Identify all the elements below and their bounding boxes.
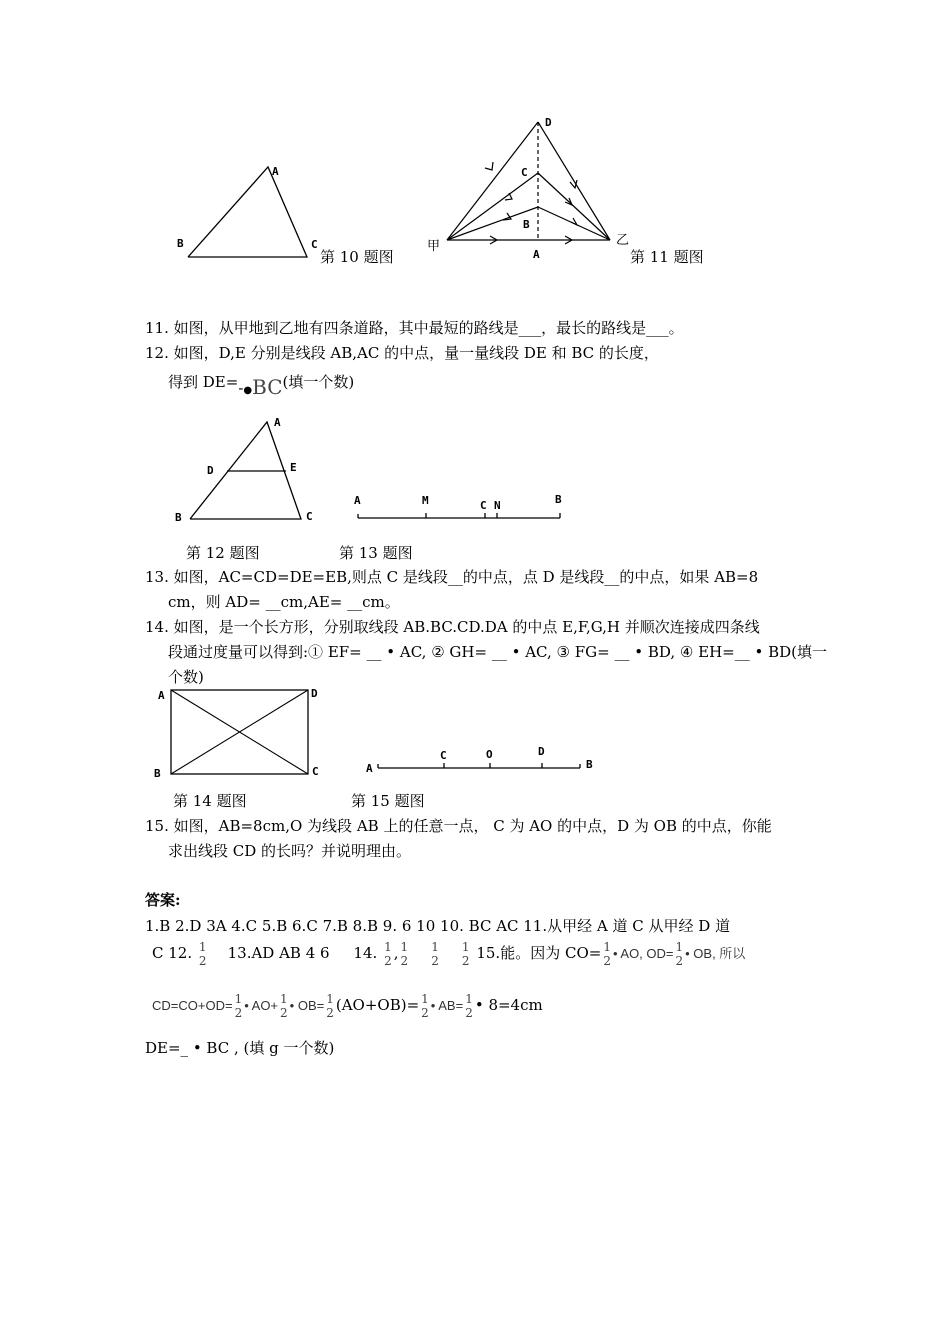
fraction-half: 1 2 [234,992,243,1020]
fraction-half: 1 2 [461,940,470,968]
fig14-label-a: A [158,689,165,702]
fraction-half: 1 2 [675,940,684,968]
fig13-label-n: N [494,499,501,512]
fraction-half: 1 2 [326,992,334,1020]
answer-line3-e: • AB= [430,998,464,1013]
fig12-label-a: A [274,416,281,429]
answer-line2: C 12. 1 2 13.AD AB 4 6 14. 1 2 , 1 2 1 2 1 2 15.能。因为 CO= 1 2 • AO, OD= 1 2 • OB, 所以 [152,940,746,968]
question-14-line2: 段通过度量可以得到:① EF= __ • AC, ② GH= __ • AC, ③ FG= __ • BD, ④ EH=__ • BD(填一 [168,643,827,661]
q12-text-a: 得到 DE= [168,373,239,391]
fig14-label-d: D [311,687,318,700]
figure-12 [170,412,330,527]
fraction-half: 1 2 [198,940,207,968]
fig15-label-b: B [586,758,593,771]
answer-line2-c: 14. [353,944,378,962]
figure-13 [350,490,570,525]
fig12-caption: 第 12 题图 [186,544,260,562]
answer-line3-b: • AO+ [244,998,279,1013]
question-13-line1: 13. 如图，AC=CD=DE=EB,则点 C 是线段__的中点，点 D 是线段__的中点，如果 AB=8 [145,568,759,586]
q12-blank: - [238,379,244,397]
answer-line2-d: 15.能。因为 CO= [476,944,602,962]
fraction-half: 1 2 [431,940,439,968]
answer-line2-b: 13.AD AB 4 6 [227,944,330,962]
fraction-half: 1 2 [465,992,473,1020]
question-12-line2: 得到 $DE=-_●BC$(填一个数) [168,373,355,399]
fig11-label-b: B [523,218,530,231]
answer-line4: DE=_ • BC , (填 g 一个数) [145,1039,335,1057]
fig12-label-b: B [175,511,182,524]
question-14-line1: 14. 如图，是一个长方形，分别取线段 AB.BC.CD.DA 的中点 E,F,G,H 并顺次连接成四条线 [145,618,760,636]
fig11-label-c: C [521,166,528,179]
fig10-label-a: A [272,165,279,178]
fig13-label-a: A [354,494,361,507]
question-15-line1: 15. 如图，AB=8cm,O 为线段 AB 上的任意一点， C 为 AO 的中点，D 为 OB 的中点，你能 [145,817,772,835]
q12-text-d: (填一个数) [282,373,355,391]
question-13-line2: cm，则 AD= __cm,AE= __cm。 [168,593,400,611]
figure-14 [150,683,330,783]
fig15-caption: 第 15 题图 [351,792,425,810]
fraction-half: 1 2 [384,940,392,968]
question-15-line2: 求出线段 CD 的长吗？并说明理由。 [168,842,412,860]
fig13-label-c: C [480,499,487,512]
fraction-half: 1 2 [400,940,409,968]
figure-10 [170,155,330,265]
fig14-label-c: C [312,765,319,778]
question-12-line1: 12. 如图，D,E 分别是线段 AB,AC 的中点，量一量线段 DE 和 BC 的长度， [145,344,659,362]
question-11: 11. 如图，从甲地到乙地有四条道路，其中最短的路线是___，最长的路线是___。 [145,319,684,337]
fig14-caption: 第 14 题图 [173,792,247,810]
answer-line2-e: • AO, OD= [612,946,674,961]
fraction-half: 1 2 [603,940,611,968]
fig13-caption: 第 13 题图 [339,544,413,562]
fig13-label-b: B [555,493,562,506]
fig10-label-b: B [177,237,184,250]
fig11-caption: 第 11 题图 [630,248,704,266]
answer-line1: 1.B 2.D 3A 4.C 5.B 6.C 7.B 8.B 9. 6 10 10. BC AC 11.从甲经 A 道 C 从甲经 D 道 [145,917,731,935]
fig12-label-e: E [290,461,297,474]
answer-line3-d: (AO+OB)= [335,996,420,1014]
fig15-label-a: A [366,762,373,775]
fig15-label-c: C [440,749,447,762]
fig11-label-start: 甲 [427,239,441,254]
question-14-line3: 个数) [168,668,204,686]
fig14-label-b: B [154,767,161,780]
answer-line3 [152,992,543,1020]
fig13-label-m: M [422,494,429,507]
q12-bc: BC [252,375,283,399]
fig12-label-c: C [306,510,313,523]
fig10-label-c: C [311,238,318,251]
answer-line2-f: • OB, 所以 [685,946,746,961]
fraction-half: 1 2 [421,992,429,1020]
fraction-half: 1 2 [280,992,288,1020]
answer-line3-c: • OB= [289,998,325,1013]
answer-line3-a: CD=CO+OD= [152,998,233,1013]
answer-heading: 答案: [145,891,181,909]
fig15-label-o: O [486,748,493,761]
fig11-label-end: 乙 [616,233,630,248]
fig10-caption: 第 10 题图 [320,248,394,266]
answer-line2-a: C 12. [152,944,193,962]
fig15-label-d: D [538,745,545,758]
fig11-label-d: D [545,116,552,129]
fig11-label-a: A [533,248,540,260]
answer-line3-f: • 8=4cm [474,996,543,1014]
figure-11 [425,110,640,260]
figure-15 [362,742,602,777]
fig12-label-d: D [207,464,214,477]
